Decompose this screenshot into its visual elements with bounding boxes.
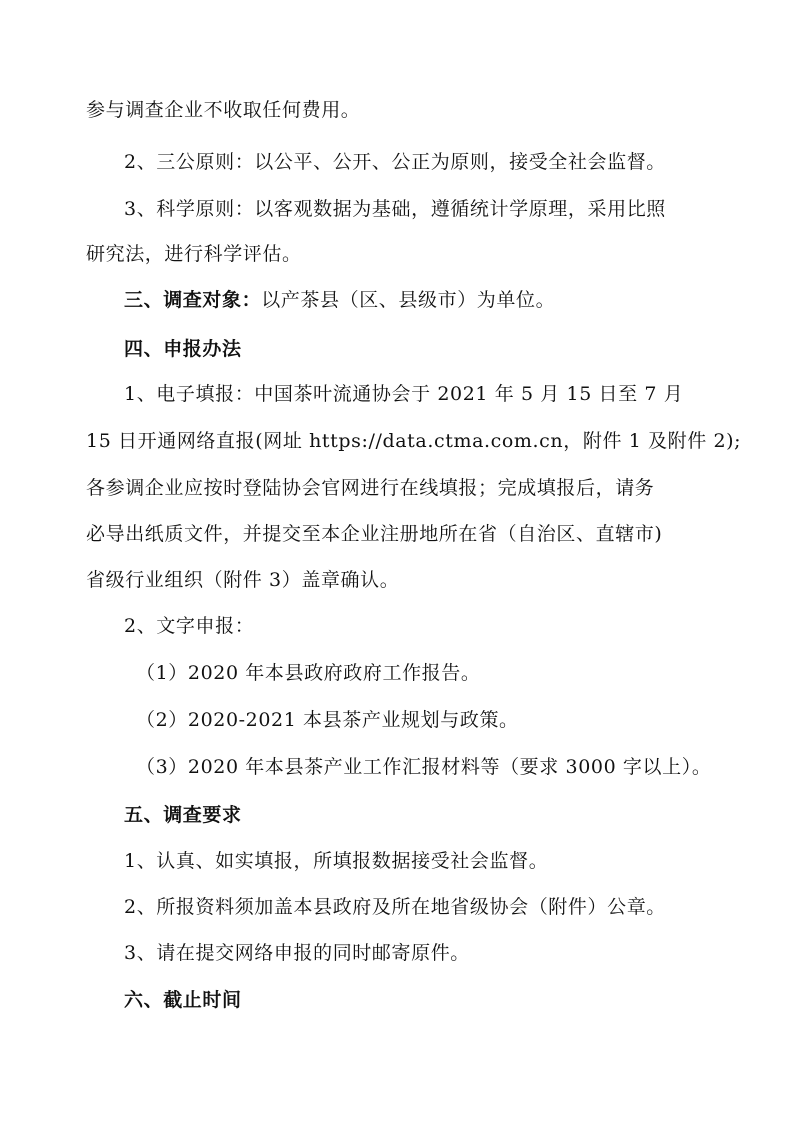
paragraph-line: 必导出纸质文件，并提交至本企业注册地所在省（自治区、直辖市) [86, 523, 663, 545]
paragraph-line: 省级行业组织（附件 3）盖章确认。 [86, 569, 400, 591]
section-heading: 五、调查要求 [124, 804, 242, 826]
paragraph-line: 2、三公原则：以公平、公开、公正为原则，接受全社会监督。 [124, 151, 666, 173]
paragraph-line: 研究法，进行科学评估。 [86, 243, 302, 265]
paragraph-line: 15 日开通网络直报(网址 https://data.ctma.com.cn，附件 1 及附件 2); [86, 430, 742, 452]
paragraph-line: 2、文字申报： [124, 615, 255, 637]
list-item: （1）2020 年本县政府政府工作报告。 [136, 662, 481, 684]
paragraph-line: 各参调企业应按时登陆协会官网进行在线填报；完成填报后，请务 [86, 477, 655, 499]
list-item: （2）2020-2021 本县茶产业规划与政策。 [136, 709, 519, 731]
section-heading: 三、调查对象： [124, 289, 262, 311]
paragraph-line: 3、请在提交网络申报的同时邮寄原件。 [124, 942, 470, 964]
paragraph-line: 3、科学原则：以客观数据为基础，遵循统计学原理，采用比照 [124, 198, 666, 220]
paragraph-line: 2、所报资料须加盖本县政府及所在地省级协会（附件）公章。 [124, 896, 666, 918]
paragraph-line: 1、电子填报：中国茶叶流通协会于 2021 年 5 月 15 日至 7 月 [124, 383, 684, 405]
section-heading: 四、申报办法 [124, 338, 242, 360]
list-item: （3）2020 年本县茶产业工作汇报材料等（要求 3000 字以上）。 [136, 756, 712, 778]
paragraph-line: 1、认真、如实填报，所填报数据接受社会监督。 [124, 850, 549, 872]
section-heading-line [124, 288, 555, 312]
section-heading: 六、截止时间 [124, 989, 242, 1011]
section-text: 以产茶县（区、县级市）为单位。 [261, 289, 556, 311]
paragraph-line: 参与调查企业不收取任何费用。 [86, 99, 361, 121]
